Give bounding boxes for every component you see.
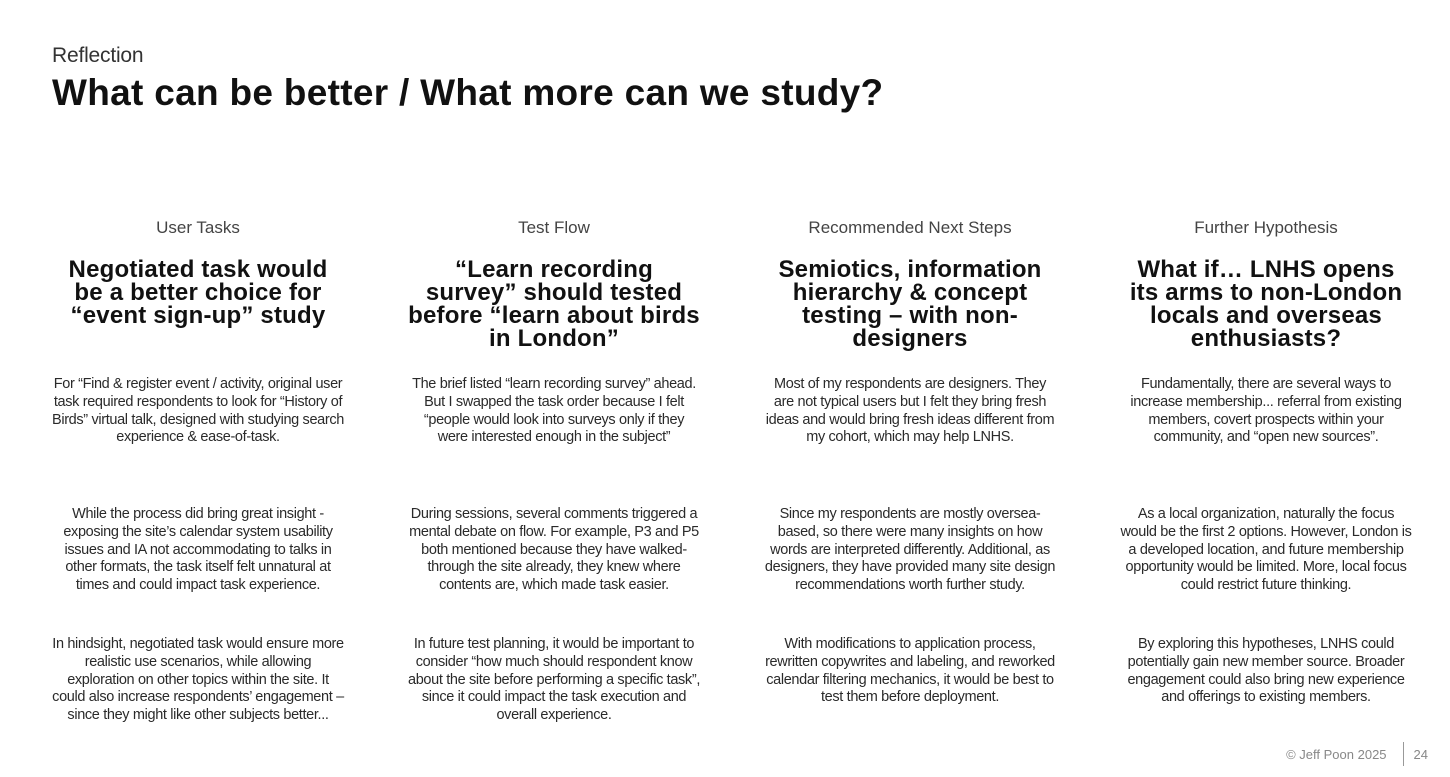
column-paragraph: In hindsight, negotiated task would ensure more realistic use scenarios, while allowing exploration on other topics within the site. It could also increase respondents’ engagement – since they might like other subjects better... [52,636,344,724]
columns [52,216,1412,750]
footer-divider [1403,742,1404,766]
page-number: 24 [1413,746,1428,762]
column-paragraph: During sessions, several comments triggered a mental debate on flow. For example, P3 and P5 both mentioned because they have walked-through the site already, they knew where contents are, which made task easier. [409,506,699,594]
column-paragraph: As a local organization, naturally the focus would be the first 2 options. However, London is a developed location, and future membership opportunity would be limited. More, local focus could restrict future thinking. [1120,506,1412,594]
column-paragraph: Most of my respondents are designers. They are not typical users but I felt they bring fresh ideas and would bring fresh ideas different from my cohort, which may help LNHS. [765,376,1055,446]
page-title: What can be better / What more can we study? [52,72,884,113]
footer [1286,742,1428,766]
column-label: User Tasks [156,218,240,237]
column-heading: Negotiated task would be a better choice for “event sign-up” study [68,256,328,329]
column-paragraph: Fundamentally, there are several ways to increase membership... referral from existing members, covert prospects within your community, and “open new sources”. [1130,376,1402,446]
section-label: Reflection [52,44,144,67]
column-further-hypothesis [1120,216,1412,750]
column-test-flow [408,216,700,750]
column-heading: Semiotics, information hierarchy & concept testing – with non-designers [778,256,1042,352]
column-recommended-next-steps [764,216,1056,750]
column-paragraph: In future test planning, it would be important to consider “how much should respondent know about the site before performing a specific task”, since it could impact the task execution and overall experience. [408,636,700,724]
column-paragraph: By exploring this hypotheses, LNHS could potentially gain new member source. Broader engagement could also bring new experience and offerings to existing members. [1127,636,1405,706]
column-user-tasks [52,216,344,750]
column-paragraph: Since my respondents are mostly oversea-based, so there were many insights on how words are interpreted differently. Additional, as designers, they have provided many site design recommendations worth further study. [764,506,1056,594]
column-label: Recommended Next Steps [808,218,1012,237]
column-paragraph: The brief listed “learn recording survey” ahead. But I swapped the task order because I felt “people would look into surveys only if they were interested enough in the subject” [412,376,696,446]
copyright-text: © Jeff Poon 2025 [1286,746,1387,762]
column-heading: What if… LNHS opens its arms to non-London locals and overseas enthusiasts? [1129,256,1403,352]
column-heading: “Learn recording survey” should tested before “learn about birds in London” [408,256,700,352]
column-paragraph: While the process did bring great insight - exposing the site’s calendar system usability issues and IA not accommodating to talks in other formats, the task itself felt unnatural at times and could impact task experience. [63,506,333,594]
column-label: Further Hypothesis [1194,218,1338,237]
column-paragraph: With modifications to application process, rewritten copywrites and labeling, and reworked calendar filtering mechanics, it would be best to test them before deployment. [765,636,1055,706]
column-paragraph: For “Find & register event / activity, original user task required respondents to look for “History of Birds” virtual talk, designed with studying search experience & ease-of-task. [52,376,344,446]
column-label: Test Flow [518,218,590,237]
